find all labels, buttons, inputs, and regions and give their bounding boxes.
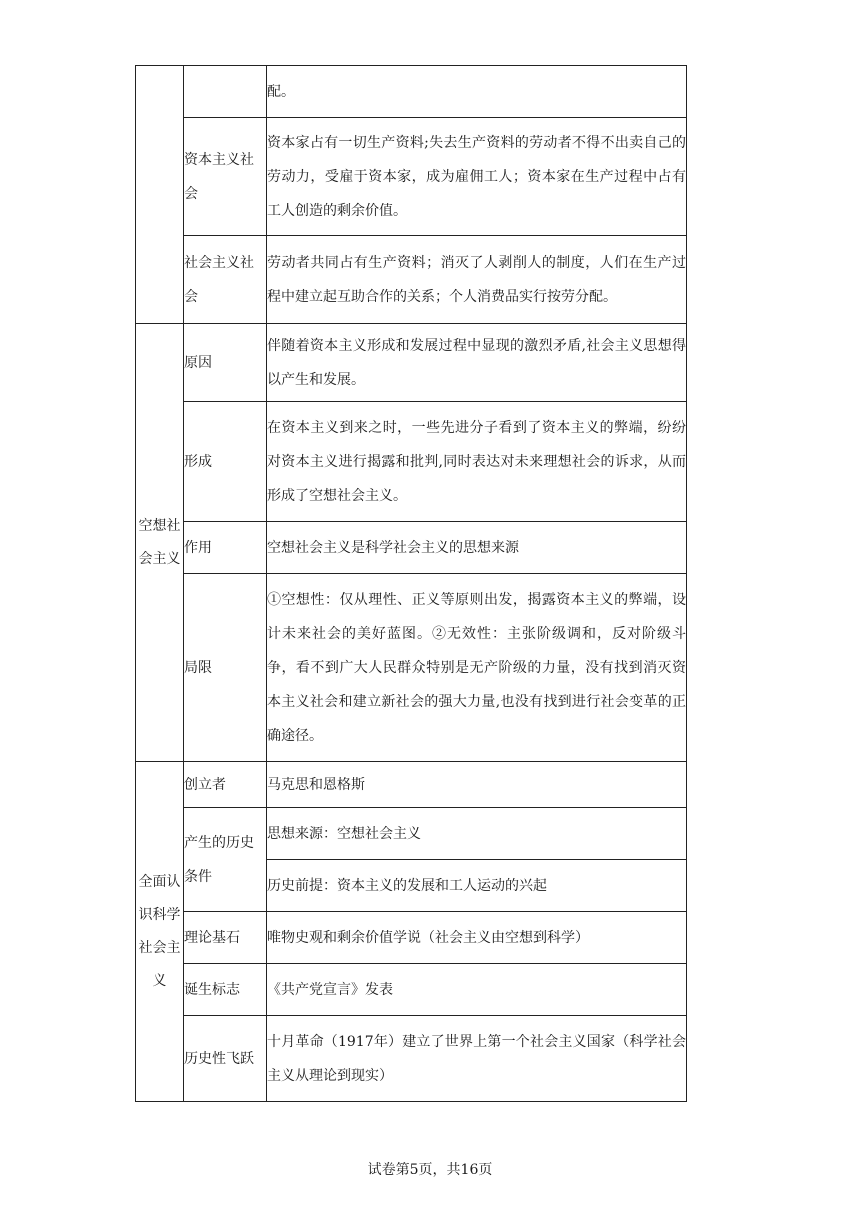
label-historic-leap: 历史性飞跃 — [184, 1016, 267, 1102]
content-birth-mark: 《共产党宣言》发表 — [267, 964, 687, 1016]
page-footer: 试卷第5页，共16页 — [367, 1162, 493, 1178]
content-limitation: ①空想性：仅从理性、正义等原则出发，揭露资本主义的弊端，设计未来社会的美好蓝图。②无效性：主张阶级调和，反对阶级斗争，看不到广大人民群众特别是无产阶级的力量，没有找到消灭资本主义社会和建立新社会的强大力量,也没有找到进行社会变革的正确途径。 — [267, 574, 687, 762]
content-capitalist-society: 资本家占有一切生产资料;失去生产资料的劳动者不得不出卖自己的劳动力，受雇于资本家，成为雇佣工人；资本家在生产过程中占有工人创造的剩余价值。 — [267, 118, 687, 236]
content-historic-leap: 十月革命（1917年）建立了世界上第一个社会主义国家（科学社会主义从理论到现实） — [267, 1016, 687, 1102]
content-historical-premise: 历史前提：资本主义的发展和工人运动的兴起 — [267, 860, 687, 912]
table-row — [136, 236, 687, 324]
content-formation: 在资本主义到来之时，一些先进分子看到了资本主义的弊端，纷纷对资本主义进行揭露和批判,同时表达对未来理想社会的诉求，从而形成了空想社会主义。 — [267, 402, 687, 522]
table-row — [136, 522, 687, 574]
category-scientific-socialism: 全面认识科学社会主义 — [136, 762, 184, 1102]
table-row — [136, 912, 687, 964]
content-socialist-society: 劳动者共同占有生产资料；消灭了人剥削人的制度，人们在生产过程中建立起互助合作的关系；个人消费品实行按劳分配。 — [267, 236, 687, 324]
content-theoretical-foundation: 唯物史观和剩余价值学说（社会主义由空想到科学） — [267, 912, 687, 964]
label-birth-mark: 诞生标志 — [184, 964, 267, 1016]
table-row — [136, 808, 687, 860]
label-historical-conditions: 产生的历史条件 — [184, 808, 267, 912]
label-formation: 形成 — [184, 402, 267, 522]
content-ideological-source: 思想来源：空想社会主义 — [267, 808, 687, 860]
table-row — [136, 964, 687, 1016]
content-prev: 配。 — [267, 66, 687, 118]
label-theoretical-foundation: 理论基石 — [184, 912, 267, 964]
table-row — [136, 118, 687, 236]
label-limitation: 局限 — [184, 574, 267, 762]
table-row — [136, 66, 687, 118]
label-cause: 原因 — [184, 324, 267, 402]
table-row — [136, 762, 687, 808]
label-socialist-society: 社会主义社会 — [184, 236, 267, 324]
content-cause: 伴随着资本主义形成和发展过程中显现的激烈矛盾,社会主义思想得以产生和发展。 — [267, 324, 687, 402]
table-row — [136, 574, 687, 762]
table-row — [136, 1016, 687, 1102]
knowledge-table — [135, 65, 687, 1102]
content-role: 空想社会主义是科学社会主义的思想来源 — [267, 522, 687, 574]
label-founder: 创立者 — [184, 762, 267, 808]
category-utopian-socialism: 空想社会主义 — [136, 324, 184, 762]
content-founder: 马克思和恩格斯 — [267, 762, 687, 808]
category-cell-prev — [136, 66, 184, 324]
label-role: 作用 — [184, 522, 267, 574]
label-capitalist-society: 资本主义社会 — [184, 118, 267, 236]
table-row — [136, 324, 687, 402]
label-cell-prev — [184, 66, 267, 118]
table-row — [136, 402, 687, 522]
